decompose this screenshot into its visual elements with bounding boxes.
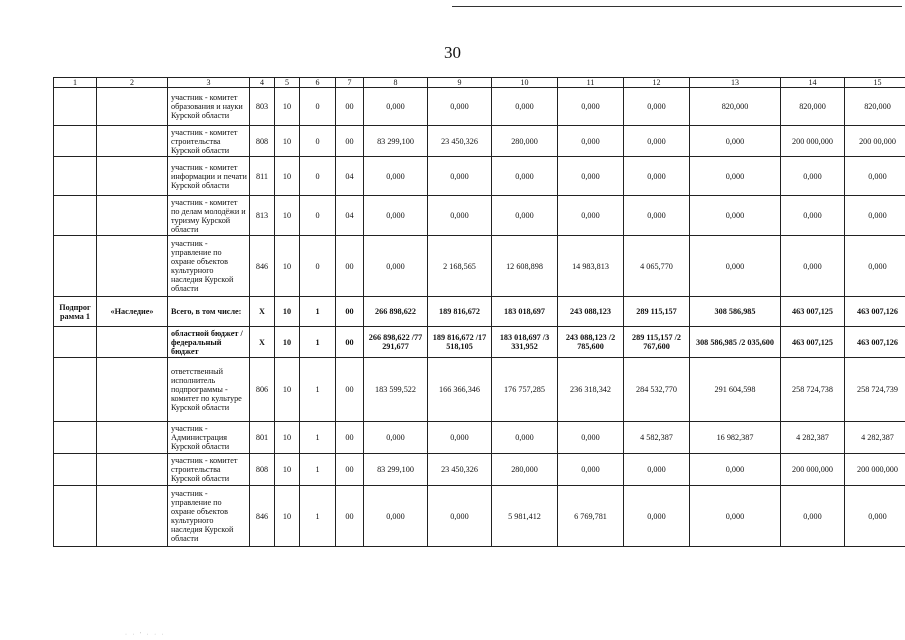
- cell-value: 0,000: [428, 422, 492, 454]
- column-header: 12: [624, 78, 690, 88]
- cell-c7: 00: [336, 422, 364, 454]
- column-header: 4: [250, 78, 275, 88]
- cell-value: 0,000: [428, 486, 492, 547]
- cell-c5: 10: [275, 236, 300, 297]
- cell-c5: 10: [275, 422, 300, 454]
- cell-c1: [54, 88, 97, 126]
- cell-value: 463 007,125: [781, 327, 845, 358]
- cell-c4: 808: [250, 454, 275, 486]
- table-row: [54, 88, 905, 126]
- cell-value: 0,000: [364, 422, 428, 454]
- budget-table: [53, 77, 905, 547]
- cell-value: 0,000: [845, 196, 905, 236]
- table-row: [54, 486, 905, 547]
- header-row: [54, 78, 905, 88]
- cell-c4: 803: [250, 88, 275, 126]
- cell-value: 23 450,326: [428, 126, 492, 157]
- cell-value: 0,000: [624, 196, 690, 236]
- cell-value: 200 000,000: [781, 454, 845, 486]
- cell-value: 0,000: [558, 422, 624, 454]
- cell-c5: 10: [275, 157, 300, 196]
- cell-c2: [97, 358, 168, 422]
- cell-c6: 1: [300, 358, 336, 422]
- cell-value: 176 757,285: [492, 358, 558, 422]
- cell-c2: [97, 422, 168, 454]
- cell-c5: 10: [275, 454, 300, 486]
- table-row: [54, 297, 905, 327]
- cell-value: 0,000: [690, 236, 781, 297]
- cell-value: 308 586,985: [690, 297, 781, 327]
- cell-c6: 1: [300, 297, 336, 327]
- cell-c6: 0: [300, 236, 336, 297]
- cell-value: 183 599,522: [364, 358, 428, 422]
- cell-value: 0,000: [624, 88, 690, 126]
- cell-value: 0,000: [624, 454, 690, 486]
- cell-c5: 10: [275, 196, 300, 236]
- cell-value: 5 981,412: [492, 486, 558, 547]
- table-row: [54, 126, 905, 157]
- cell-value: 200 000,000: [845, 454, 905, 486]
- table-row: [54, 196, 905, 236]
- column-header: 8: [364, 78, 428, 88]
- cell-value: 0,000: [364, 88, 428, 126]
- cell-value: 23 450,326: [428, 454, 492, 486]
- cell-value: 280,000: [492, 454, 558, 486]
- cell-value: 820,000: [781, 88, 845, 126]
- column-header: 14: [781, 78, 845, 88]
- cell-c7: 00: [336, 486, 364, 547]
- cell-c4: Х: [250, 327, 275, 358]
- table-body: [54, 78, 905, 547]
- cell-value: 4 282,387: [781, 422, 845, 454]
- cell-value: 0,000: [781, 157, 845, 196]
- column-header: 7: [336, 78, 364, 88]
- column-header: 5: [275, 78, 300, 88]
- cell-value: 0,000: [845, 486, 905, 547]
- cell-value: 0,000: [845, 236, 905, 297]
- cell-c1: [54, 327, 97, 358]
- cell-value: 0,000: [428, 88, 492, 126]
- cell-value: 2 168,565: [428, 236, 492, 297]
- cell-c3: участник - управление по охране объектов культурного наследия Курской области: [168, 236, 250, 297]
- cell-value: 4 282,387: [845, 422, 905, 454]
- cell-value: 236 318,342: [558, 358, 624, 422]
- cell-value: 284 532,770: [624, 358, 690, 422]
- cell-value: 266 898,622: [364, 297, 428, 327]
- cell-c3: участник - комитет строительства Курской области: [168, 454, 250, 486]
- cell-c4: 846: [250, 486, 275, 547]
- cell-value: 463 007,126: [845, 327, 905, 358]
- cell-value: 266 898,622 /77 291,677: [364, 327, 428, 358]
- top-rule: [452, 6, 902, 7]
- cell-c7: 00: [336, 358, 364, 422]
- cell-value: 0,000: [690, 486, 781, 547]
- cell-value: 289 115,157 /2 767,600: [624, 327, 690, 358]
- cell-value: 0,000: [781, 486, 845, 547]
- cell-value: 14 983,813: [558, 236, 624, 297]
- cell-c3: участник - комитет по делам молодёжи и туризму Курской области: [168, 196, 250, 236]
- cell-value: 166 366,346: [428, 358, 492, 422]
- cell-c4: 808: [250, 126, 275, 157]
- page-number: 30: [444, 43, 461, 62]
- cell-c6: 0: [300, 88, 336, 126]
- cell-c6: 1: [300, 327, 336, 358]
- cell-c4: 846: [250, 236, 275, 297]
- cell-c5: 10: [275, 486, 300, 547]
- cell-value: 820,000: [845, 88, 905, 126]
- table-row: [54, 236, 905, 297]
- cell-value: 0,000: [492, 157, 558, 196]
- cell-c1: [54, 196, 97, 236]
- cell-value: 16 982,387: [690, 422, 781, 454]
- cell-value: 0,000: [558, 157, 624, 196]
- cell-c3: Всего, в том числе:: [168, 297, 250, 327]
- cell-value: 280,000: [492, 126, 558, 157]
- cell-c7: 04: [336, 157, 364, 196]
- cell-value: 83 299,100: [364, 454, 428, 486]
- cell-value: 0,000: [845, 157, 905, 196]
- cell-c5: 10: [275, 297, 300, 327]
- cell-value: 200 000,000: [781, 126, 845, 157]
- cell-c1: [54, 157, 97, 196]
- cell-c7: 00: [336, 454, 364, 486]
- cell-value: 0,000: [364, 196, 428, 236]
- cell-value: 183 018,697 /3 331,952: [492, 327, 558, 358]
- column-header: 11: [558, 78, 624, 88]
- cell-c4: 813: [250, 196, 275, 236]
- cell-value: 0,000: [364, 486, 428, 547]
- table-row: [54, 454, 905, 486]
- cell-c6: 1: [300, 454, 336, 486]
- cell-c1: [54, 454, 97, 486]
- table-row: [54, 327, 905, 358]
- cell-value: 0,000: [492, 88, 558, 126]
- cell-value: 0,000: [690, 157, 781, 196]
- cell-value: 6 769,781: [558, 486, 624, 547]
- cell-c6: 1: [300, 486, 336, 547]
- cell-value: 0,000: [690, 126, 781, 157]
- cell-value: 463 007,126: [845, 297, 905, 327]
- cell-value: 4 582,387: [624, 422, 690, 454]
- cell-value: 258 724,739: [845, 358, 905, 422]
- cell-value: 0,000: [624, 486, 690, 547]
- cell-c1: [54, 236, 97, 297]
- scan-marks: · · ' · · ·: [125, 632, 166, 638]
- cell-value: 820,000: [690, 88, 781, 126]
- cell-c2: «Наследие»: [97, 297, 168, 327]
- cell-value: 0,000: [781, 236, 845, 297]
- cell-value: 12 608,898: [492, 236, 558, 297]
- cell-c7: 00: [336, 327, 364, 358]
- cell-c6: 0: [300, 126, 336, 157]
- cell-c7: 00: [336, 297, 364, 327]
- column-header: 9: [428, 78, 492, 88]
- cell-value: 0,000: [624, 157, 690, 196]
- table-row: [54, 157, 905, 196]
- cell-c1: [54, 422, 97, 454]
- cell-value: 308 586,985 /2 035,600: [690, 327, 781, 358]
- cell-value: 289 115,157: [624, 297, 690, 327]
- cell-c7: 04: [336, 196, 364, 236]
- cell-c6: 1: [300, 422, 336, 454]
- cell-c2: [97, 157, 168, 196]
- cell-c3: ответственный исполнитель подпрограммы - комитет по культуре Курской области: [168, 358, 250, 422]
- cell-value: 0,000: [428, 196, 492, 236]
- cell-value: 0,000: [690, 454, 781, 486]
- cell-c2: [97, 126, 168, 157]
- cell-c3: участник - комитет строительства Курской области: [168, 126, 250, 157]
- cell-value: 0,000: [558, 454, 624, 486]
- cell-value: 243 088,123: [558, 297, 624, 327]
- column-header: 15: [845, 78, 905, 88]
- cell-value: 0,000: [492, 196, 558, 236]
- cell-c3: участник - комитет информации и печати Курской области: [168, 157, 250, 196]
- cell-value: 0,000: [781, 196, 845, 236]
- table-row: [54, 422, 905, 454]
- cell-value: 0,000: [364, 157, 428, 196]
- cell-c2: [97, 486, 168, 547]
- cell-value: 189 816,672: [428, 297, 492, 327]
- cell-c2: [97, 88, 168, 126]
- cell-c6: 0: [300, 196, 336, 236]
- cell-value: 83 299,100: [364, 126, 428, 157]
- cell-c4: 801: [250, 422, 275, 454]
- cell-value: 0,000: [428, 157, 492, 196]
- cell-c1: [54, 358, 97, 422]
- column-header: 6: [300, 78, 336, 88]
- cell-value: 189 816,672 /17 518,105: [428, 327, 492, 358]
- cell-c4: Х: [250, 297, 275, 327]
- column-header: 3: [168, 78, 250, 88]
- cell-value: 0,000: [364, 236, 428, 297]
- cell-c7: 00: [336, 126, 364, 157]
- cell-c4: 806: [250, 358, 275, 422]
- cell-c4: 811: [250, 157, 275, 196]
- cell-value: 291 604,598: [690, 358, 781, 422]
- cell-c3: областной бюджет /федеральный бюджет: [168, 327, 250, 358]
- column-header: 13: [690, 78, 781, 88]
- cell-value: 258 724,738: [781, 358, 845, 422]
- cell-value: 0,000: [624, 126, 690, 157]
- cell-c1: Подпрог рамма 1: [54, 297, 97, 327]
- cell-c7: 00: [336, 236, 364, 297]
- cell-value: 0,000: [558, 196, 624, 236]
- cell-value: 200 00,000: [845, 126, 905, 157]
- cell-value: 183 018,697: [492, 297, 558, 327]
- column-header: 2: [97, 78, 168, 88]
- cell-c1: [54, 486, 97, 547]
- cell-c3: участник - управление по охране объектов культурного наследия Курской области: [168, 486, 250, 547]
- cell-value: 0,000: [558, 88, 624, 126]
- cell-c2: [97, 196, 168, 236]
- table-row: [54, 358, 905, 422]
- cell-c5: 10: [275, 88, 300, 126]
- cell-c1: [54, 126, 97, 157]
- cell-c2: [97, 454, 168, 486]
- cell-value: 0,000: [492, 422, 558, 454]
- cell-value: 243 088,123 /2 785,600: [558, 327, 624, 358]
- cell-value: 4 065,770: [624, 236, 690, 297]
- cell-c7: 00: [336, 88, 364, 126]
- cell-c3: участник - комитет образования и науки Курской области: [168, 88, 250, 126]
- cell-value: 463 007,125: [781, 297, 845, 327]
- cell-value: 0,000: [558, 126, 624, 157]
- cell-c3: участник - Администрация Курской области: [168, 422, 250, 454]
- cell-c2: [97, 236, 168, 297]
- cell-c5: 10: [275, 358, 300, 422]
- cell-c2: [97, 327, 168, 358]
- column-header: 1: [54, 78, 97, 88]
- cell-c5: 10: [275, 126, 300, 157]
- cell-value: 0,000: [690, 196, 781, 236]
- cell-c6: 0: [300, 157, 336, 196]
- cell-c5: 10: [275, 327, 300, 358]
- column-header: 10: [492, 78, 558, 88]
